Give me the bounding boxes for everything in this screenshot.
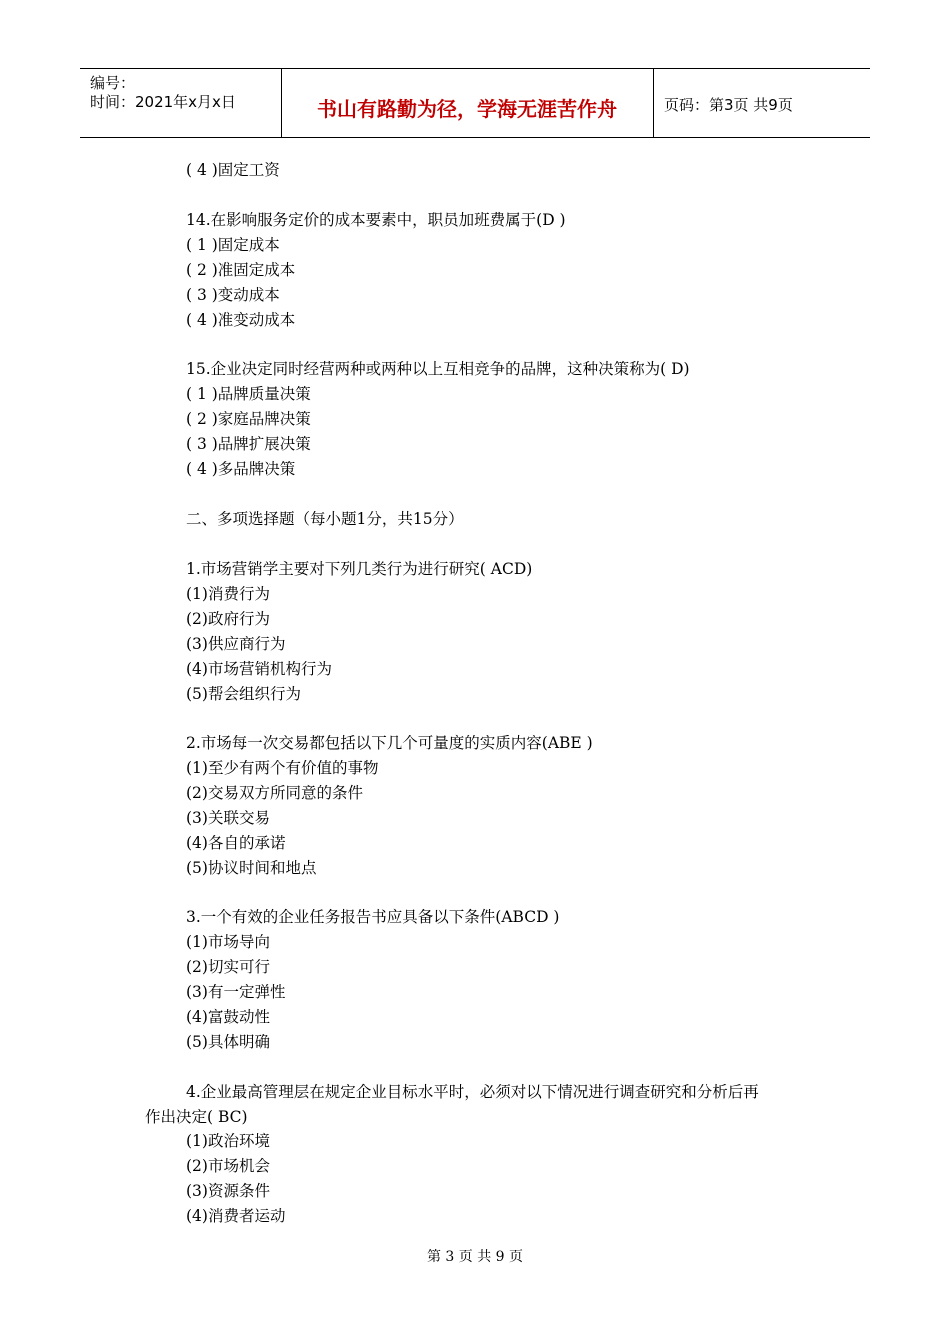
option-line: (3)关联交易 xyxy=(186,809,270,827)
header-meta-cell xyxy=(80,69,282,137)
question-line: 1.市场营销学主要对下列几类行为进行研究( ACD) xyxy=(186,560,533,578)
option-line: (5)协议时间和地点 xyxy=(186,859,317,877)
doc-date-label: 时间：2021年x月x日 xyxy=(90,93,236,111)
question-line: 2.市场每一次交易都包括以下几个可量度的实质内容(ABE ) xyxy=(186,734,593,752)
option-line: ( 1 )固定成本 xyxy=(186,236,280,254)
option-line: (3)供应商行为 xyxy=(186,635,286,653)
question-line-continued: 作出决定( BC) xyxy=(145,1108,248,1126)
question-line: 14.在影响服务定价的成本要素中，职员加班费属于(D ) xyxy=(186,211,566,229)
option-line: (5)具体明确 xyxy=(186,1033,270,1051)
option-line: ( 4 )固定工资 xyxy=(186,161,280,179)
question-line: 4.企业最高管理层在规定企业目标水平时，必须对以下情况进行调查研究和分析后再 xyxy=(186,1083,759,1101)
header-page-cell xyxy=(653,69,870,137)
header-page-number: 页码：第3页 共9页 xyxy=(664,96,793,114)
doc-number-label: 编号： xyxy=(90,74,136,92)
option-line: (4)消费者运动 xyxy=(186,1207,286,1225)
option-line: ( 1 )品牌质量决策 xyxy=(186,385,311,403)
option-line: (4)富鼓动性 xyxy=(186,1008,270,1026)
option-line: (2)市场机会 xyxy=(186,1157,270,1175)
question-line: 15.企业决定同时经营两种或两种以上互相竞争的品牌，这种决策称为( D) xyxy=(186,360,690,378)
option-line: (2)切实可行 xyxy=(186,958,270,976)
option-line: (3)有一定弹性 xyxy=(186,983,286,1001)
option-line: ( 2 )准固定成本 xyxy=(186,261,296,279)
page-header xyxy=(80,68,870,138)
section-heading: 二、多项选择题（每小题1分，共15分） xyxy=(186,510,464,528)
option-line: ( 3 )品牌扩展决策 xyxy=(186,435,311,453)
option-line: (1)至少有两个有价值的事物 xyxy=(186,759,379,777)
option-line: (4)各自的承诺 xyxy=(186,834,286,852)
option-line: ( 2 )家庭品牌决策 xyxy=(186,410,311,428)
option-line: ( 3 )变动成本 xyxy=(186,286,280,304)
option-line: ( 4 )准变动成本 xyxy=(186,311,296,329)
option-line: (1)政治环境 xyxy=(186,1132,270,1150)
option-line: (1)消费行为 xyxy=(186,585,270,603)
header-motto: 书山有路勤为径，学海无涯苦作舟 xyxy=(317,97,617,121)
option-line: (4)市场营销机构行为 xyxy=(186,660,332,678)
option-line: ( 4 )多品牌决策 xyxy=(186,460,296,478)
option-line: (3)资源条件 xyxy=(186,1182,270,1200)
header-motto-cell xyxy=(281,69,654,137)
option-line: (2)政府行为 xyxy=(186,610,270,628)
option-line: (5)帮会组织行为 xyxy=(186,685,301,703)
question-line: 3.一个有效的企业任务报告书应具备以下条件(ABCD ) xyxy=(186,908,560,926)
option-line: (1)市场导向 xyxy=(186,933,270,951)
page-footer: 第 3 页 共 9 页 xyxy=(426,1249,524,1265)
option-line: (2)交易双方所同意的条件 xyxy=(186,784,363,802)
